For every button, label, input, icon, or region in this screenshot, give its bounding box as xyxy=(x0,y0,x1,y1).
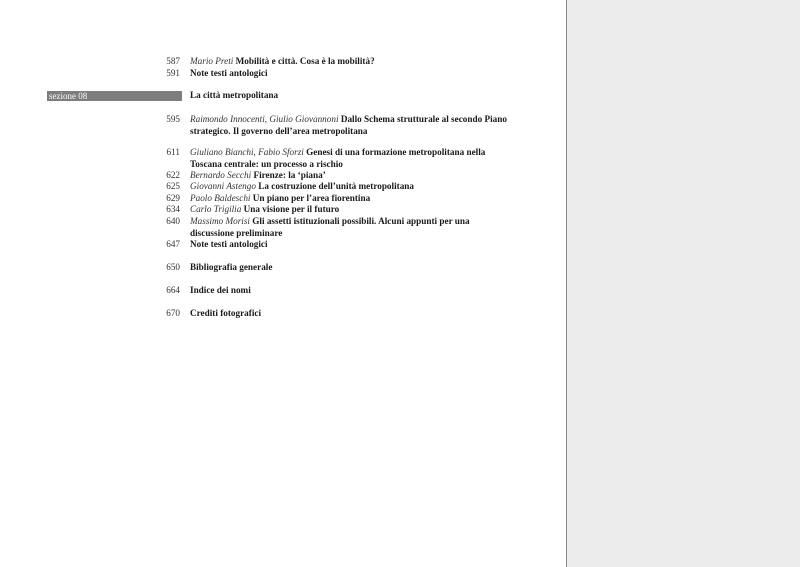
toc-entry xyxy=(150,114,530,137)
toc-entry xyxy=(150,147,530,170)
entry-title: Gli assetti istituzionali possibili. Alcuni appunti per una discussione preliminare xyxy=(190,216,470,238)
toc-entry xyxy=(150,262,530,274)
page-number: 634 xyxy=(166,204,180,214)
page-number: 622 xyxy=(166,170,180,180)
entry-author: Carlo Trigilia xyxy=(190,204,242,214)
entry-author: Raimondo Innocenti, Giulio Giovannoni xyxy=(190,114,339,124)
toc-entry xyxy=(150,193,530,205)
page-number: 611 xyxy=(166,147,180,157)
page-number: 591 xyxy=(166,68,180,78)
page-number: 625 xyxy=(166,181,180,191)
toc-entry xyxy=(150,285,530,297)
toc-entry xyxy=(150,56,530,68)
entry-author: Giovanni Astengo xyxy=(190,181,256,191)
toc-entry xyxy=(150,216,530,239)
section-label: sezione 08 xyxy=(49,91,88,101)
entry-author: Paolo Baldeschi xyxy=(190,193,251,203)
entry-author: Massimo Morisi xyxy=(190,216,250,226)
entry-title: Note testi antologici xyxy=(190,68,268,78)
section-title: La città metropolitana xyxy=(190,90,279,100)
entry-title: Firenze: la ‘piana’ xyxy=(253,170,326,180)
page-number: 650 xyxy=(166,262,180,272)
entry-title: Una visione per il futuro xyxy=(243,204,340,214)
toc-entry xyxy=(150,239,530,251)
page-number: 629 xyxy=(166,193,180,203)
toc-entry xyxy=(150,170,530,182)
toc-entry xyxy=(150,204,530,216)
page-number: 587 xyxy=(166,56,180,66)
page-number: 647 xyxy=(166,239,180,249)
entry-title: Genesi di una formazione metropolitana nella Toscana centrale: un processo a rischio xyxy=(190,147,486,169)
toc-entry xyxy=(150,308,530,320)
entry-author: Giuliano Bianchi, Fabio Sforzi xyxy=(190,147,304,157)
entry-title: Note testi antologici xyxy=(190,239,268,249)
entry-title: Bibliografia generale xyxy=(190,262,273,272)
page-number: 595 xyxy=(166,114,180,124)
toc-entry xyxy=(150,181,530,193)
section-heading xyxy=(150,90,530,102)
page-number: 640 xyxy=(166,216,180,226)
entry-author: Bernardo Secchi xyxy=(190,170,252,180)
page-number: 670 xyxy=(166,308,180,318)
entry-title: Mobilità e città. Cosa è la mobilità? xyxy=(235,56,375,66)
page-number: 664 xyxy=(166,285,180,295)
entry-author: Mario Preti xyxy=(190,56,234,66)
entry-title: Un piano per l’area fiorentina xyxy=(252,193,371,203)
entry-title: La costruzione dell’unità metropolitana xyxy=(258,181,414,191)
entry-title: Crediti fotografici xyxy=(190,308,262,318)
entry-title: Indice dei nomi xyxy=(190,285,251,295)
entry-title: Dallo Schema strutturale al secondo Piano strategico. Il governo dell’area metropolitana xyxy=(190,114,507,136)
toc-entry xyxy=(150,68,530,80)
